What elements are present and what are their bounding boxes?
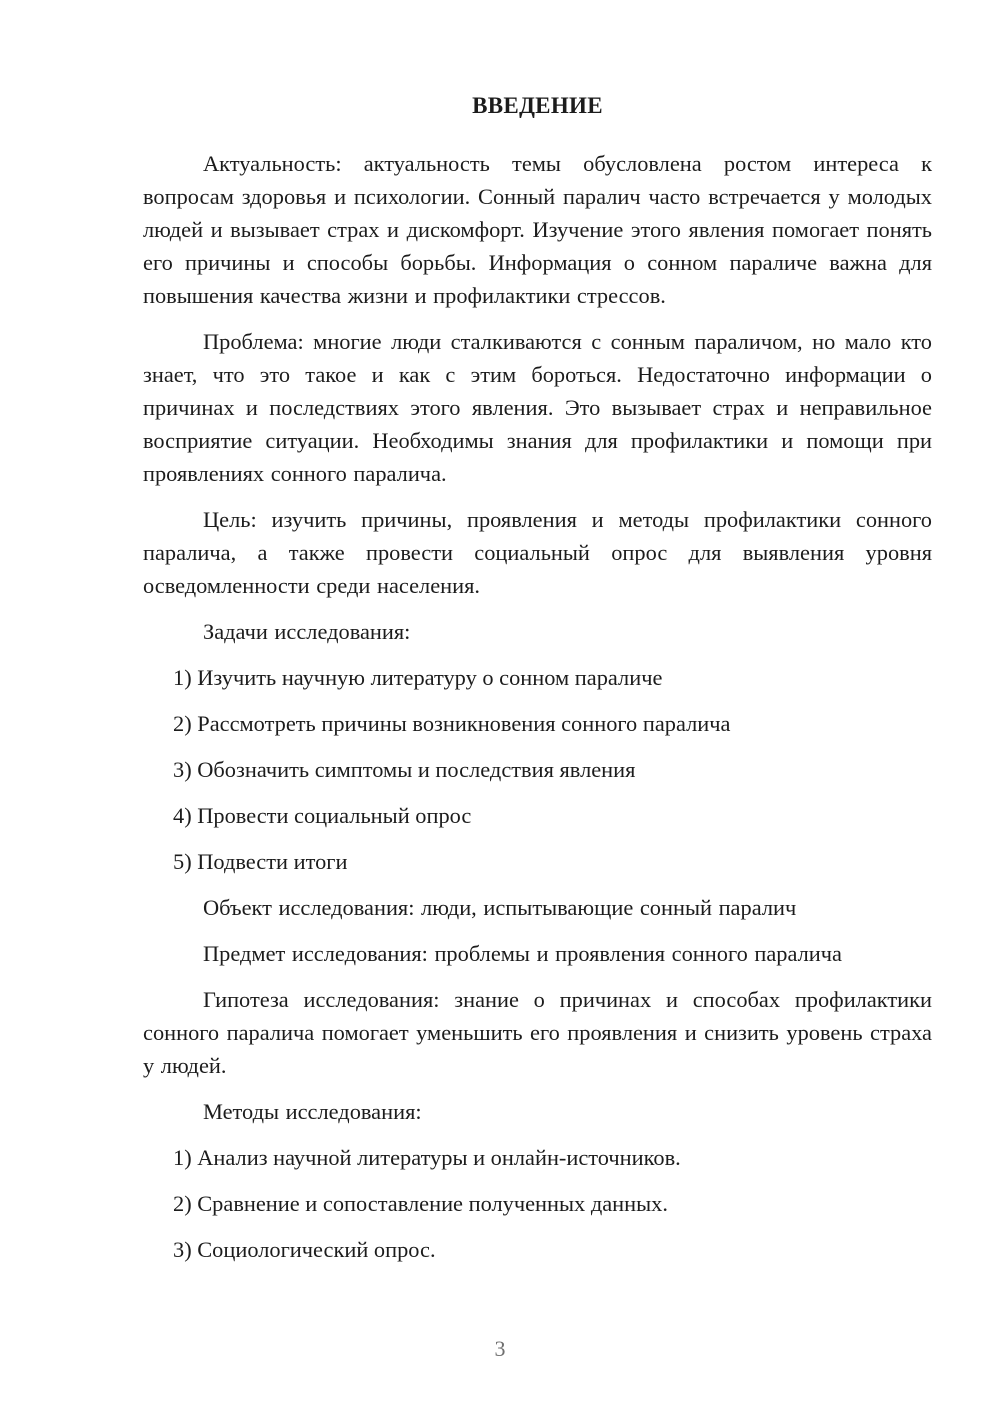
task-item-2: 2) Рассмотреть причины возникновения сонного паралича [173,711,731,736]
tasks-list [143,661,932,878]
paragraph-goal: Цель: изучить причины, проявления и методы профилактики сонного паралича, а также провести социальный опрос для выявления уровня осведомленности среди населения. [143,507,932,598]
page-number: 3 [494,1336,506,1361]
paragraph-hypothesis: Гипотеза исследования: знание о причинах и способах профилактики сонного паралича помогает уменьшить его проявления и снизить уровень страха у людей. [143,987,932,1078]
paragraph-object: Объект исследования: люди, испытывающие сонный паралич [203,895,797,920]
page-content [143,88,932,1279]
paragraph-subject: Предмет исследования: проблемы и проявления сонного паралича [203,941,842,966]
task-item-1: 1) Изучить научную литературу о сонном параличе [173,665,663,690]
method-item-3: 3) Социологический опрос. [173,1237,436,1262]
methods-list [143,1141,932,1266]
section-title: ВВЕДЕНИЕ [472,93,603,118]
method-item-1: 1) Анализ научной литературы и онлайн-источников. [173,1145,681,1170]
task-item-4: 4) Провести социальный опрос [173,803,472,828]
task-item-3: 3) Обозначить симптомы и последствия явления [173,757,636,782]
task-item-5: 5) Подвести итоги [173,849,348,874]
paragraph-relevance: Актуальность: актуальность темы обусловлена ростом интереса к вопросам здоровья и психологии. Сонный паралич часто встречается у молодых людей и вызывает страх и дискомфорт. Изучение этого явления помогает понять его причины и способы борьбы. Информация о сонном параличе важна для повышения качества жизни и профилактики стрессов. [143,151,932,308]
tasks-heading: Задачи исследования: [203,619,411,644]
paragraph-problem: Проблема: многие люди сталкиваются с сонным параличом, но мало кто знает, что это такое и как с этим бороться. Недостаточно информации о причинах и последствиях этого явления. Это вызывает страх и неправильное восприятие ситуации. Необходимы знания для профилактики и помощи при проявлениях сонного паралича. [143,329,932,486]
method-item-2: 2) Сравнение и сопоставление полученных данных. [173,1191,668,1216]
methods-heading: Методы исследования: [203,1099,422,1124]
